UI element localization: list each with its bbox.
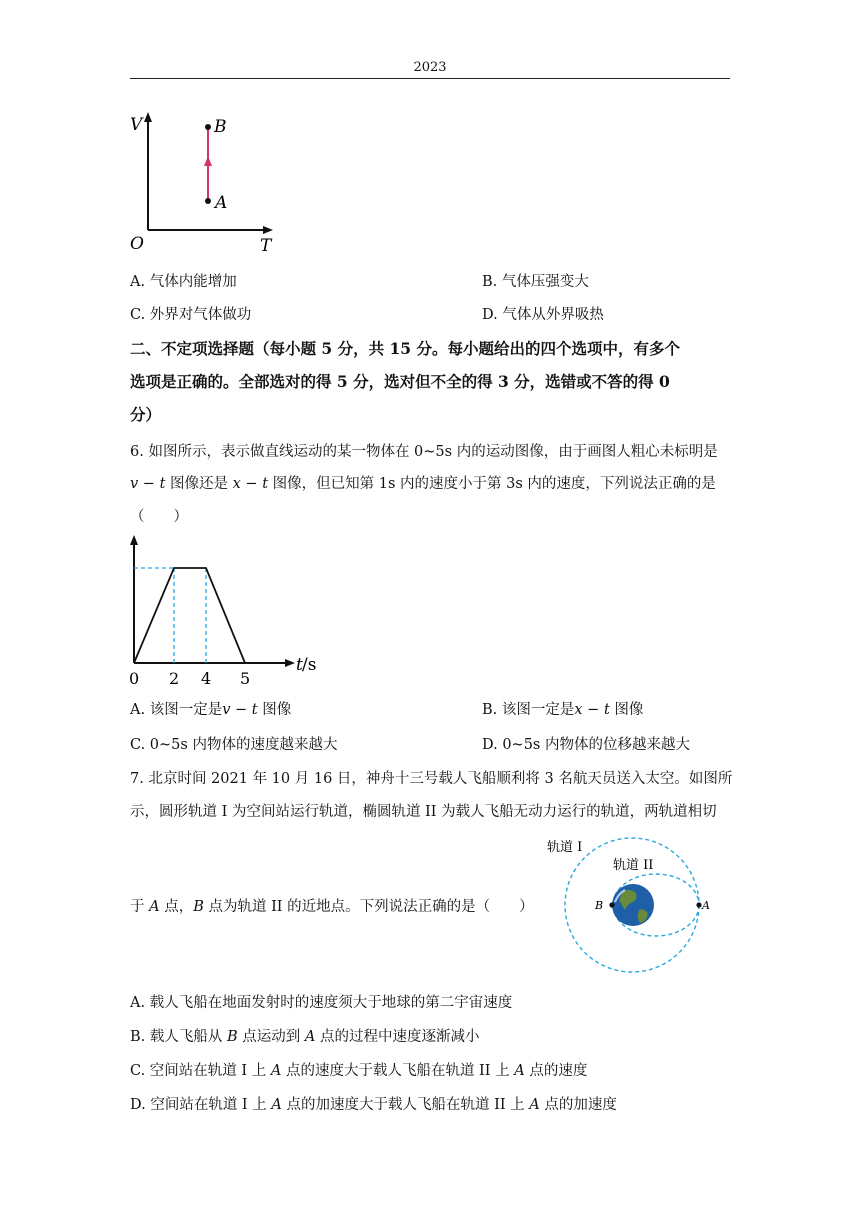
q7-option-a: A. 载人飞船在地面发射时的速度须大于地球的第二宇宙速度 xyxy=(130,995,513,1011)
q6-option-c: C. 0~5s 内物体的速度越来越大 xyxy=(130,737,338,753)
section2-line2: 选项是正确的。全部选对的得 5 分，选对但不全的得 3 分，选错或不答的得 0 xyxy=(130,372,670,391)
point-b-dot xyxy=(609,902,614,907)
axis-label-unit: /s xyxy=(302,655,317,675)
q7-line2: 示，圆形轨道 I 为空间站运行轨道，椭圆轨道 II 为载人飞船无动力运行的轨道，两轨道相切 xyxy=(130,804,717,820)
origin-label: O xyxy=(130,234,144,254)
point-b-label: B xyxy=(595,899,604,912)
q6-option-a: A. 该图一定是v − t 图像 xyxy=(130,702,292,718)
q6-graph xyxy=(118,530,328,690)
q6-line1: 6. 如图所示，表示做直线运动的某一物体在 0~5s 内的运动图像，由于画图人粗心未标明是 xyxy=(130,444,718,460)
point-a-label: A xyxy=(702,899,710,912)
q6-line3: （ ） xyxy=(130,509,188,525)
q7-line1: 7. 北京时间 2021 年 10 月 16 日，神舟十三号载人飞船顺利将 3 名航天员送入太空。如图所 xyxy=(130,771,733,787)
earth-icon xyxy=(612,884,654,926)
q6-option-d: D. 0~5s 内物体的位移越来越大 xyxy=(482,737,690,753)
axis-label-t: T xyxy=(260,236,272,256)
vt-graph xyxy=(128,108,288,258)
axis-label-v: V xyxy=(130,115,143,135)
motion-line xyxy=(134,568,245,663)
q7-option-d: D. 空间站在轨道 I 上 A 点的加速度大于载人飞船在轨道 II 上 A 点的加速度 xyxy=(130,1097,617,1113)
point-b-dot xyxy=(205,124,211,130)
orbit-2-label: 轨道 II xyxy=(613,858,654,873)
tick-0: 0 xyxy=(129,669,140,688)
q5-option-a: A. 气体内能增加 xyxy=(130,274,237,290)
q6-line2: v − t 图像还是 x − t 图像，但已知第 1s 内的速度小于第 3s 内的速度，下列说法正确的是 xyxy=(130,476,716,492)
q6-option-b: B. 该图一定是x − t 图像 xyxy=(482,702,644,718)
q7-line3: 于 A 点，B 点为轨道 II 的近地点。下列说法正确的是（ ） xyxy=(130,899,534,915)
q5-option-c: C. 外界对气体做功 xyxy=(130,307,252,323)
tick-4: 4 xyxy=(201,669,212,688)
tick-2: 2 xyxy=(169,669,180,688)
point-a-dot xyxy=(205,198,211,204)
orbit-figure xyxy=(535,832,735,982)
q5-option-d: D. 气体从外界吸热 xyxy=(482,307,604,323)
section2-line3: 分） xyxy=(130,405,162,424)
q5-option-b: B. 气体压强变大 xyxy=(482,274,589,290)
point-a-label: A xyxy=(215,193,228,213)
q6-v-symbol: v xyxy=(130,476,139,492)
header-year: 2023 xyxy=(413,60,447,75)
header-rule xyxy=(130,78,730,79)
q7-option-b: B. 载人飞船从 B 点运动到 A 点的过程中速度逐渐减小 xyxy=(130,1029,480,1045)
orbit-1-label: 轨道 I xyxy=(547,840,583,855)
axis-label-t-s: t xyxy=(296,655,303,675)
q7-option-c: C. 空间站在轨道 I 上 A 点的速度大于载人飞船在轨道 II 上 A 点的速度 xyxy=(130,1063,588,1079)
tick-5: 5 xyxy=(240,669,251,688)
q6-x-symbol: x xyxy=(232,476,241,492)
section2-line1: 二、不定项选择题（每小题 5 分，共 15 分。每小题给出的四个选项中，有多个 xyxy=(130,339,680,358)
point-a-dot xyxy=(696,902,701,907)
point-b-label: B xyxy=(214,117,227,137)
